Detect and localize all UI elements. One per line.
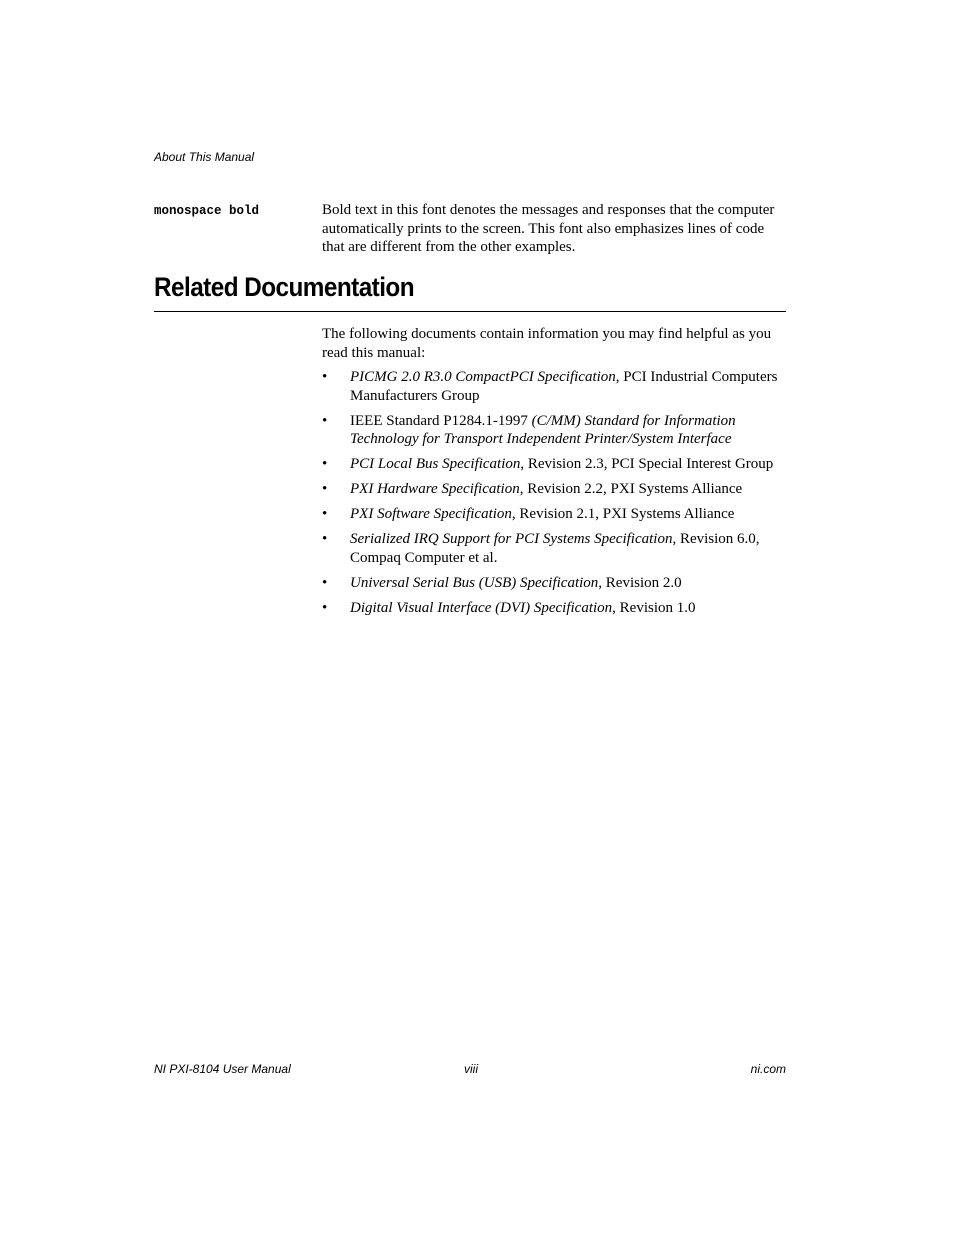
- bullet: •: [322, 456, 328, 472]
- document-title: Digital Visual Interface (DVI) Specification: [350, 599, 613, 616]
- item-details: , Revision 2.1, PXI Systems Alliance: [511, 506, 735, 522]
- document-title: PICMG 2.0 R3.0 CompactPCI Specification: [350, 369, 616, 385]
- item-details: , Revision 2.0: [598, 574, 682, 591]
- bullet: •: [322, 574, 328, 591]
- list-item: [322, 480, 786, 499]
- item-details: , Revision 2.2, PXI Systems Alliance: [519, 481, 743, 497]
- document-title: PCI Local Bus Specification: [350, 456, 521, 472]
- footer-page-number: viii: [464, 1062, 478, 1076]
- item-details: , Revision 2.3, PCI Special Interest Group: [520, 456, 774, 472]
- footer-website: ni.com: [750, 1062, 786, 1076]
- convention-description: Bold text in this font denotes the messages and responses that the computer automatically prints to the screen. This font also emphasizes lines of code that are different from the other examples.: [322, 202, 775, 255]
- list-item: [322, 599, 786, 618]
- convention-term: monospace bold: [154, 204, 260, 218]
- bullet: •: [322, 369, 328, 385]
- list-item: [322, 530, 786, 567]
- footer-manual-title: NI PXI-8104 User Manual: [154, 1062, 291, 1076]
- list-item: [322, 412, 786, 449]
- document-title: Universal Serial Bus (USB) Specification: [350, 574, 599, 591]
- list-item: [322, 505, 786, 524]
- related-documents-list: [322, 368, 786, 624]
- list-item: [322, 574, 786, 593]
- document-title: PXI Hardware Specification: [350, 481, 520, 497]
- section-intro: The following documents contain information you may find helpful as you read this manual:: [322, 326, 772, 361]
- bullet: •: [322, 412, 328, 429]
- bullet: •: [322, 599, 328, 616]
- bullet: •: [322, 506, 328, 522]
- bullet: •: [322, 531, 328, 547]
- list-item: [322, 455, 786, 474]
- document-title: Serialized IRQ Support for PCI Systems Specification: [350, 531, 673, 547]
- item-details: , Revision 6.0, Compaq Computer et al.: [350, 531, 760, 566]
- running-header: About This Manual: [154, 150, 255, 164]
- item-prefix: IEEE Standard P1284.1-1997: [350, 412, 532, 429]
- list-item: [322, 368, 786, 405]
- document-title: (C/MM) Standard for Information Technology for Transport Independent Printer/System Interface: [350, 412, 736, 447]
- document-title: PXI Software Specification: [350, 506, 512, 522]
- section-heading: Related Documentation: [154, 272, 415, 302]
- heading-rule: [154, 311, 786, 312]
- bullet: •: [322, 481, 328, 497]
- item-details: , PCI Industrial Computers Manufacturers Group: [350, 369, 778, 404]
- item-details: , Revision 1.0: [612, 599, 696, 616]
